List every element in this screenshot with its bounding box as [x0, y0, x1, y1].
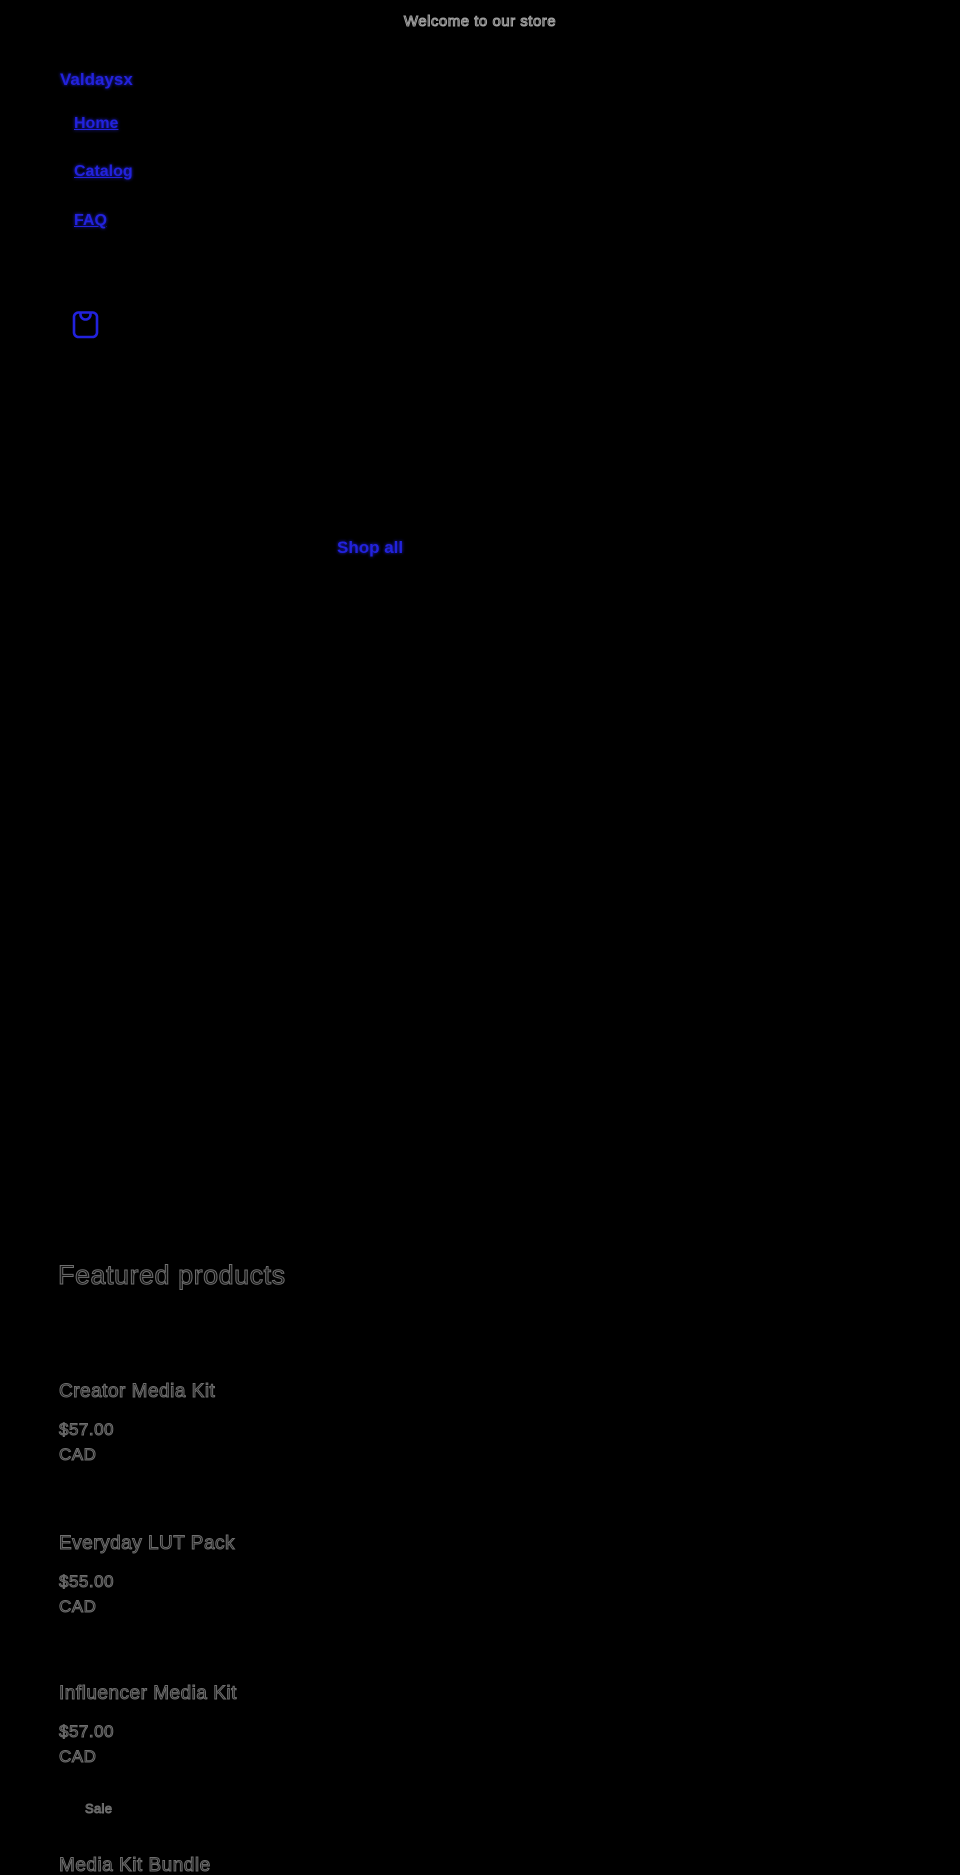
sale-badge: Sale	[85, 1801, 113, 1816]
cart-button[interactable]	[72, 309, 99, 339]
nav-link-home[interactable]: Home	[74, 115, 119, 132]
product-title[interactable]: Creator Media Kit	[59, 1381, 216, 1402]
product-price	[59, 1719, 114, 1769]
price-currency: CAD	[59, 1597, 97, 1616]
shop-all-link[interactable]: Shop all	[337, 538, 404, 557]
price-amount: $55.00	[59, 1572, 114, 1591]
featured-products-heading: Featured products	[58, 1260, 286, 1290]
price-amount: $57.00	[59, 1722, 114, 1741]
product-price	[59, 1417, 114, 1467]
nav-link-faq[interactable]: FAQ	[74, 212, 107, 229]
nav-link-catalog[interactable]: Catalog	[74, 163, 133, 180]
price-currency: CAD	[59, 1445, 97, 1464]
price-amount: $57.00	[59, 1420, 114, 1439]
product-title[interactable]: Influencer Media Kit	[59, 1683, 237, 1704]
announcement-bar-text: Welcome to our store	[403, 13, 557, 30]
store-logo-link[interactable]: Valdaysx	[60, 70, 133, 89]
price-currency: CAD	[59, 1747, 97, 1766]
product-title[interactable]: Media Kit Bundle	[59, 1855, 211, 1875]
product-title[interactable]: Everyday LUT Pack	[59, 1533, 236, 1554]
product-price	[59, 1569, 114, 1619]
shopping-bag-icon	[72, 326, 99, 343]
